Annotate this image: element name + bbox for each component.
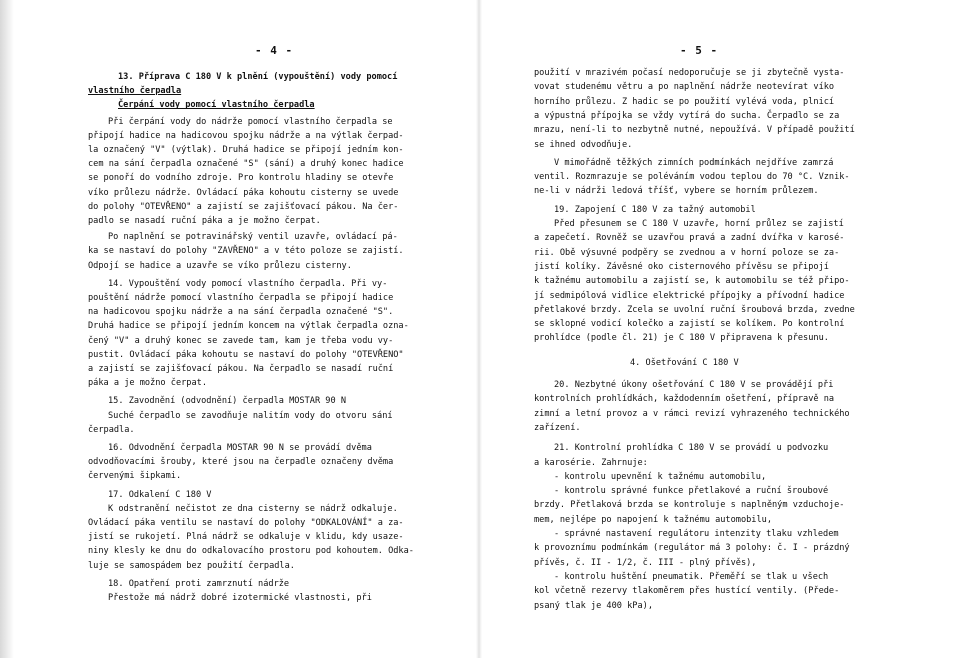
text-line: psaný tlak je 400 kPa), [534,600,653,611]
text-line: 20. Nezbytné úkony ošetřování C 180 V se provádějí při [554,380,834,390]
text-line: zařízení. [534,422,581,433]
text-line: - kontrolu huštění pneumatik. Přeměří se tlak u všech [554,571,829,582]
text-line: cem na sání čerpadla označené "S" (sání) a druhý konec hadice [88,159,404,170]
text-line: se ihned odvodňuje. [534,139,633,150]
text-line: čený "V" a druhý konec se zavede tam, kam je třeba vodu vy- [88,335,394,346]
text-line: - kontrolu upevnění k tažnému automobilu, [554,471,767,482]
text-line: Při čerpání vody do nádrže pomocí vlastního čerpadla se [108,116,393,127]
text-line: niny klesly ke dnu do odkalovacího prostoru pod kohoutem. Odka- [88,546,414,557]
page-number: - 4 - [255,44,294,57]
text-line: pustit. Ovládací páka kohoutu se nastaví do polohy "OTEVŘENO" [88,349,404,360]
text-line: jistí kolíky. Závěsné oko cisternového přívěsu se připojí [534,261,829,272]
text-line: se sklopné vodicí kolečko a zajistí se kolíkem. Po kontrolní [534,319,845,330]
text-line: Čerpání vody pomocí vlastního čerpadla [118,100,315,111]
text-line: 4. Ošetřování C 180 V [630,357,739,368]
text-line: 21. Kontrolní prohlídka C 180 V se provádí u podvozku [554,443,829,454]
text-line: 14. Vypouštění vody pomocí vlastního čerpadla. Při vy- [108,278,388,289]
text-line: se ponoří do vodního zdroje. Pro kontrolu hladiny se otevře [88,173,394,184]
right-page [480,0,959,658]
text-line: Odpojí se hadice a uzavře se víko průlezu cisterny. [88,260,352,271]
text-line: a zapečetí. Rovněž se uzavřou pravá a zadní dvířka v karosé- [534,233,845,244]
text-line: mem, nejlépe po napojení k tažnému automobilu, [534,514,772,525]
text-line: přetlakové brzdy. Zcela se uvolní ruční šroubová brzda, zvedne [534,304,855,315]
text-line: padlo se nasadí ruční páka a je možno čerpat. [88,216,321,226]
text-line: jí sedmipólová vidlice elektrické přípojky a přívodní hadice [534,290,845,301]
text-line: mrazu, není-li to nezbytně nutné, nepoužívá. V případě použití [534,125,855,136]
text-line: 17. Odkalení C 180 V [108,489,212,500]
text-line: Ovládací páka ventilu se nastaví do polohy "ODKALOVÁNÍ" a za- [88,518,404,528]
text-line: 13. Příprava C 180 V k plnění (vypouštění) vody pomocí [118,72,398,82]
page-number: - 5 - [680,44,719,57]
text-line: vlastního čerpadla [88,86,182,97]
text-line: Přestože má nádrž dobré izotermické vlastnosti, při [108,593,372,603]
text-line: Po naplnění se potravinářský ventil uzavře, ovládací pá- [108,232,398,243]
text-line: pouštění nádrže pomocí vlastního čerpadla se připojí hadice [88,293,394,303]
text-line: Suché čerpadlo se zavodňuje nalitím vody do otvoru sání [108,410,393,421]
text-line: na hadicovou spojku nádrže a na sání čerpadla označené "S". [88,307,394,318]
text-line: la označený "V" (výtlak). Druhá hadice se připojí jedním kon- [88,145,404,155]
text-line: a výpustná přípojka se vždy vytírá do sucha. Čerpadlo se za [534,110,840,121]
text-line: čerpadla. [88,424,135,435]
text-line: 19. Zapojení C 180 V za tažný automobil [554,204,756,215]
text-line: vovat studenému větru a po naplnění nádrže neotevírat víko [534,82,835,93]
text-line: jistí se rukojetí. Plná nádrž se odkaluje v klidu, kdy usaze- [88,532,404,543]
text-line: do polohy "OTEVŘENO" a zajistí se zajišťovací pákou. Na čer- [88,201,399,212]
text-line: přívěs, č. II - 1/2, č. III - plný přívěs), [534,557,757,568]
text-line: rii. Obě výsuvné podpěry se zvednou a v horní poloze se za- [534,247,840,258]
text-line: ne-li v nádrži ledová tříšť, vybere se horním průlezem. [534,186,819,197]
text-line: kontrolních prohlídkách, každodenním ošetření, přípravě na [534,394,835,405]
text-line: 18. Opatření proti zamrznutí nádrže [108,578,290,589]
text-line: ka se nastaví do polohy "ZAVŘENO" a v této poloze se zajistí. [88,246,404,257]
text-line: prohlídce (podle čl. 21) je C 180 V připravena k přesunu. [534,333,829,344]
text-line: - kontrolu správné funkce přetlakové a ruční šroubové [554,486,829,497]
text-line: horního průlezu. Z hadic se po použití vylévá voda, plnicí [534,96,835,107]
text-line: ventil. Rozmrazuje se poléváním vodou teplou do 70 °C. Vznik- [534,172,850,183]
text-line: připojí hadice na hadicovou spojku nádrže a na výtlak čerpad- [88,130,404,141]
text-line: zimní a letní provoz a v rámci revizí vyhrazeného technického [534,408,850,419]
text-line: Před přesunem se C 180 V uzavře, horní průlez se zajistí [554,219,844,229]
text-line: kol včetně rezervy tlakoměrem přes hustící ventily. (Přede- [534,586,840,597]
text-line: červenými šipkami. [88,471,182,482]
text-line: Druhá hadice se připojí jedním koncem na výtlak čerpadla ozna- [88,321,409,332]
text-line: V mimořádně těžkých zimních podmínkách nejdříve zamrzá [554,157,834,168]
text-line: brzdy. Přetlaková brzda se kontroluje s naplněným vzduchoje- [534,500,845,511]
text-line: a karosérie. Zahrnuje: [534,457,648,468]
text-line: 16. Odvodnění čerpadla MOSTAR 90 N se provádí dvěma [108,443,372,453]
text-line: a zajistí se zajišťovací pákou. Na čerpadlo se nasadí ruční [88,364,394,374]
text-line: odvodňovacími šrouby, které jsou na čerpadle označeny dvěma [88,457,394,468]
text-line: víko průlezu nádrže. Ovládací páka kohoutu cisterny se uvede [88,187,399,198]
text-line: k tažnému automobilu a zajistí se, k automobilu se též připo- [534,276,850,287]
text-line: použití v mrazivém počasí nedoporučuje se ji zbytečně vysta- [534,68,845,78]
text-line: páka a je možno čerpat. [88,378,207,389]
text-line: K odstranění nečistot ze dna cisterny se nádrž odkaluje. [108,503,398,514]
text-line: - správné nastavení regulátoru intenzity tlaku vzhledem [554,529,839,539]
text-line: 15. Zavodnění (odvodnění) čerpadla MOSTAR 90 N [108,396,346,407]
text-line: k provoznímu podmínkám (regulátor má 3 polohy: č. I - prázdný [534,543,850,554]
text-line: luje se samospádem bez použití čerpadla. [88,560,295,571]
